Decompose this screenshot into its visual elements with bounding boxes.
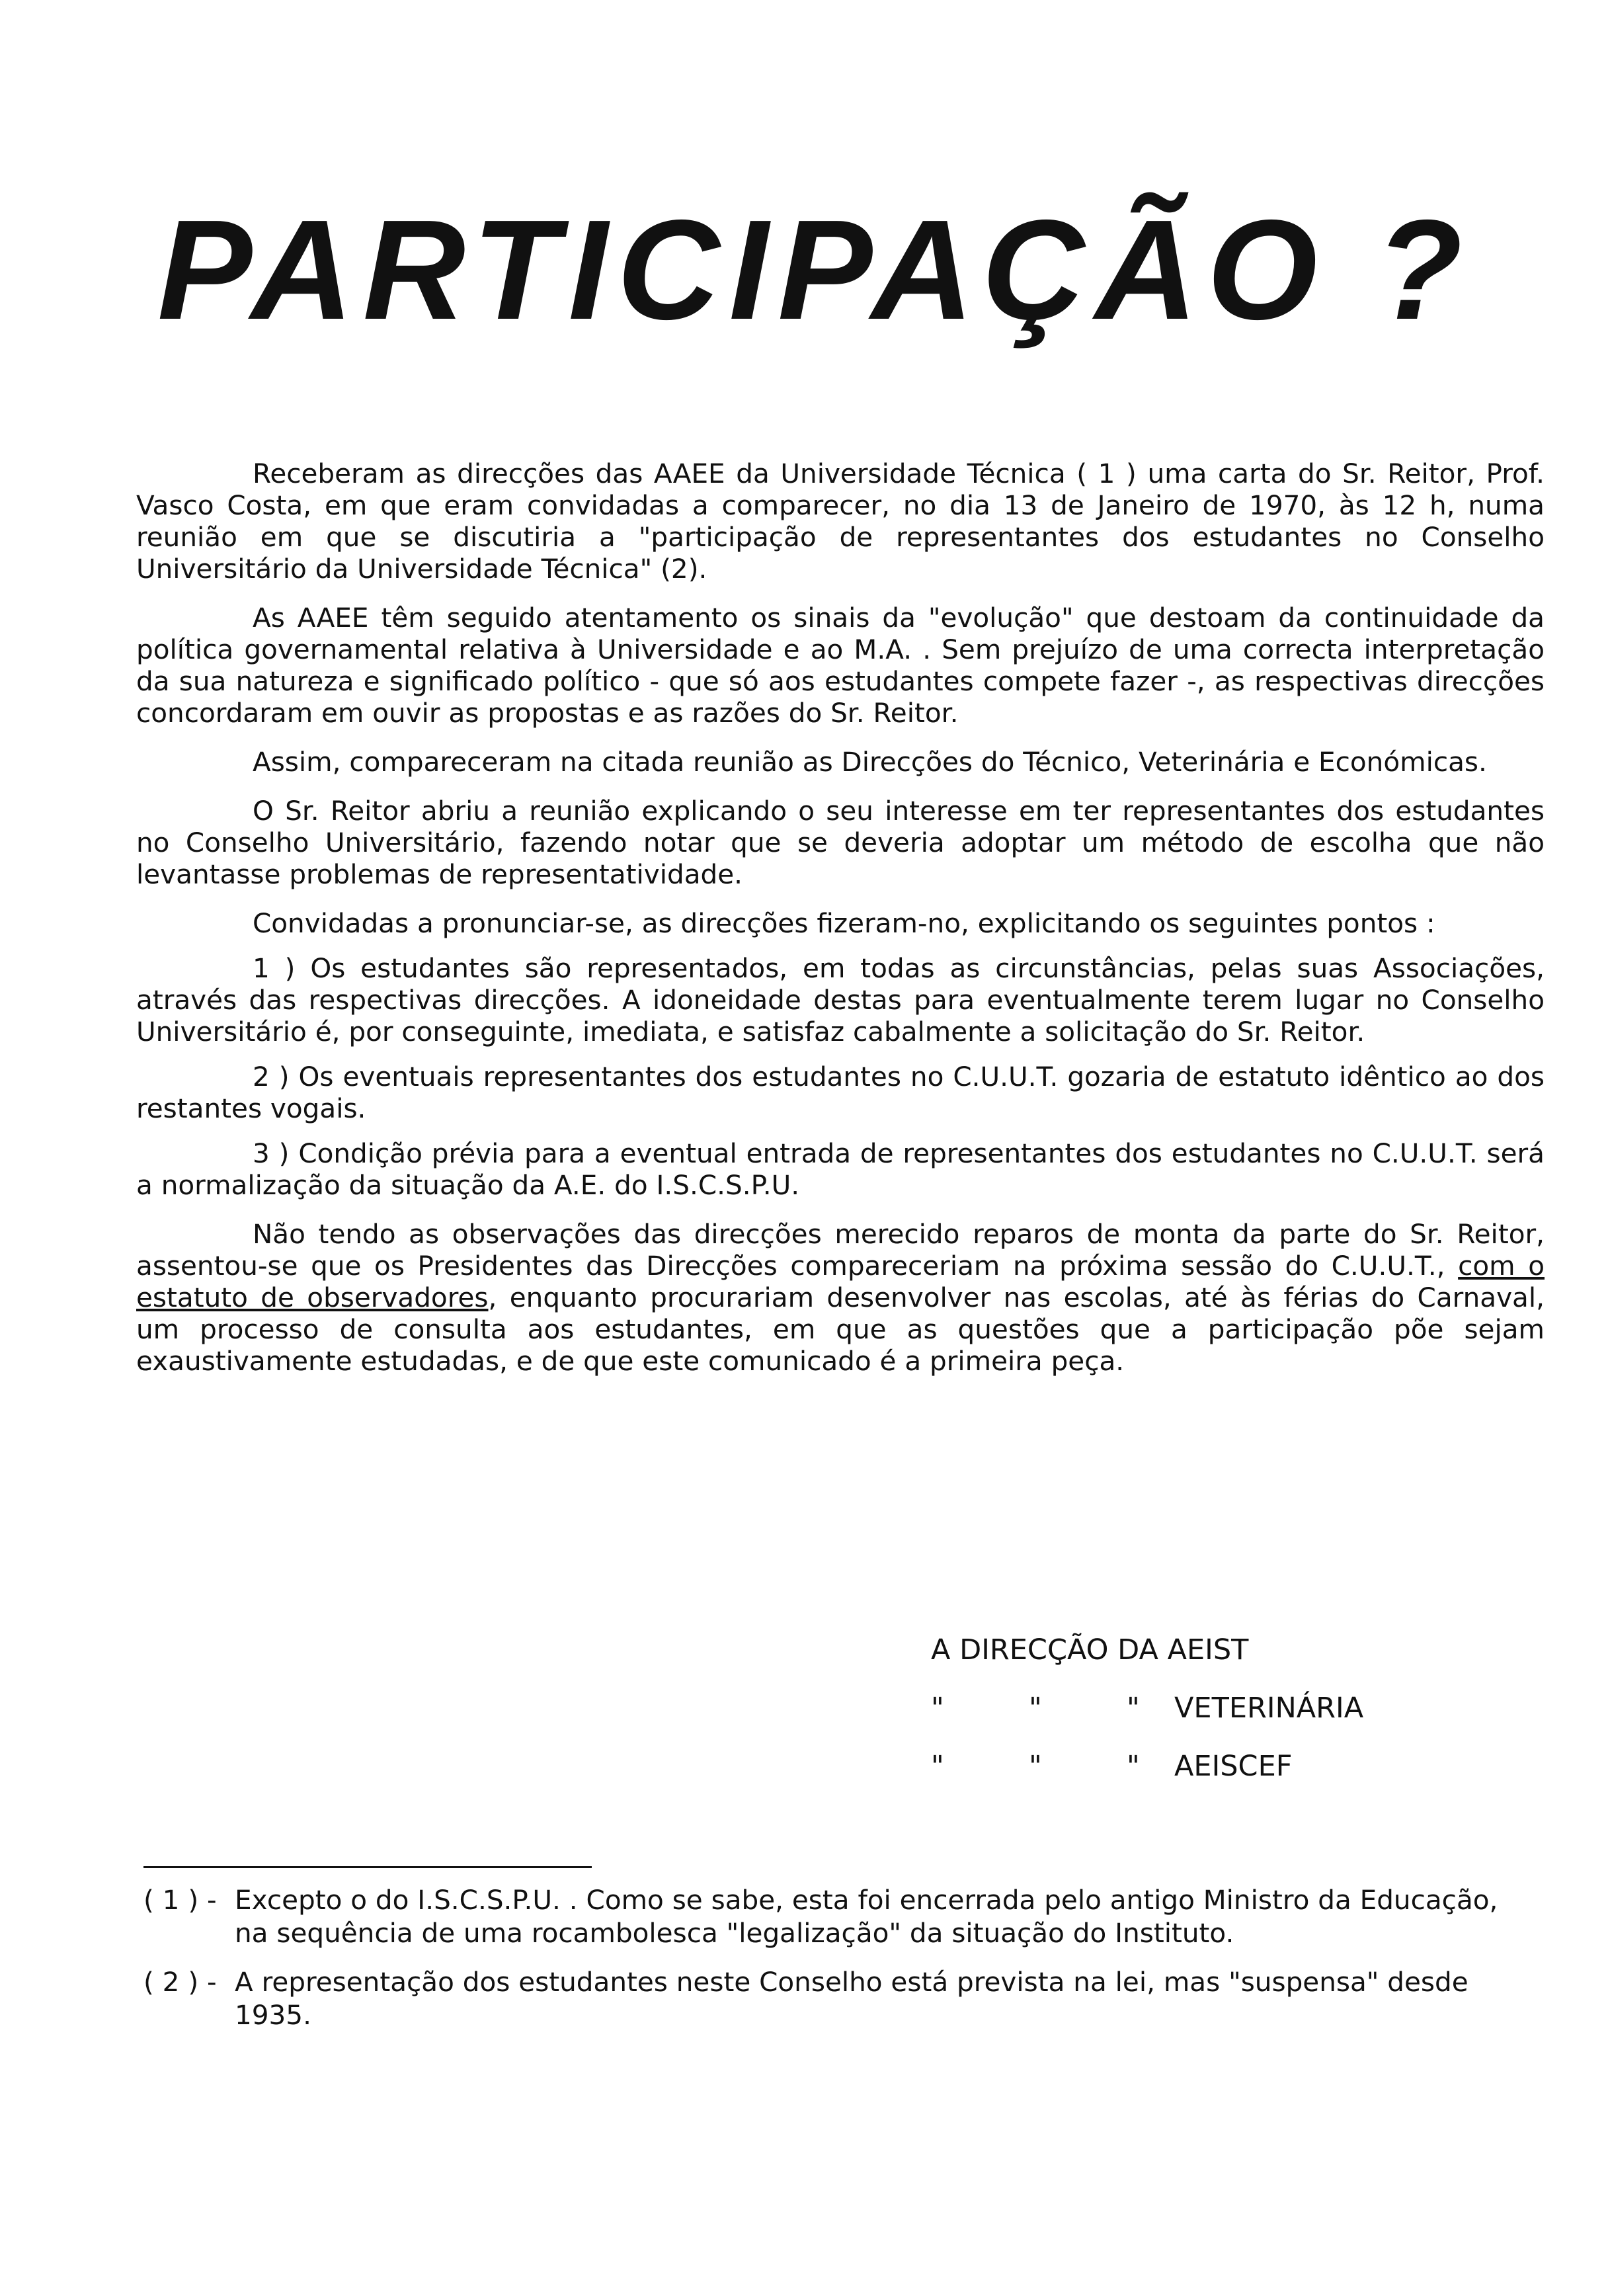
- signature-veterinaria: VETERINÁRIA: [1174, 1692, 1364, 1725]
- footnote-1: [143, 1883, 1532, 1949]
- ditto-mark: ": [931, 1692, 944, 1725]
- footnote-text: A representação dos estudantes neste Conselho está prevista na lei, mas "suspensa" desde 1935.: [235, 1966, 1468, 2031]
- page-title: PARTICIPAÇÃO ?: [157, 190, 1472, 349]
- ditto-mark: ": [1127, 1692, 1140, 1725]
- paragraph-5: Convidadas a pronunciar-se, as direcções fizeram-no, explicitando os seguintes pontos :: [253, 907, 1435, 939]
- point-2: 2 ) Os eventuais representantes dos estudantes no C.U.U.T. gozaria de estatuto idêntico ao dos restantes vogais.: [136, 1061, 1545, 1124]
- paragraph-1: Receberam as direcções das AAEE da Universidade Técnica ( 1 ) uma carta do Sr. Reitor, Prof. Vasco Costa, em que eram convidadas a comparecer, no dia 13 de Janeiro de 1970, às 12 h, numa reunião em que se discutiria a "participação de representantes dos estudantes no Conselho Universitário da Universidade Técnica" (2).: [136, 458, 1545, 585]
- signature-line-aeiscef: [931, 1750, 1363, 1808]
- ditto-mark: ": [1029, 1692, 1042, 1725]
- footnote-2: [143, 1965, 1532, 2031]
- signature-block: [931, 1633, 1363, 1808]
- paragraph-4: O Sr. Reitor abriu a reunião explicando o seu interesse em ter representantes dos estudantes no Conselho Universitário, fazendo notar que se deveria adoptar um método de escolha que não levantasse problemas de representatividade.: [136, 795, 1545, 890]
- footnote-mark: ( 2 ) -: [143, 1966, 217, 1998]
- letter-body: [136, 458, 1545, 1394]
- paragraph-2: As AAEE têm seguido atentamento os sinais da "evolução" que destoam da continuidade da política governamental relativa à Universidade e ao M.A. . Sem prejuízo de uma correcta interpretação da sua natureza e significado político - que só aos estudantes compete fazer -, as respectivas direcções concordaram em ouvir as propostas e as razões do Sr. Reitor.: [136, 602, 1545, 729]
- paragraph-final: [136, 1218, 1545, 1377]
- final-text-end: , enquanto procurariam desenvolver nas escolas, até às férias do Carnaval, um processo de consulta aos estudantes, em que as questões que a participação põe sejam exaustivamente estudadas, e de que este comunicado é a primeira peça.: [136, 1282, 1545, 1377]
- underlined-phrase: com o estatuto de observadores: [136, 1250, 1545, 1313]
- paragraph-3: Assim, compareceram na citada reunião as Direcções do Técnico, Veterinária e Económicas.: [253, 746, 1487, 778]
- footnote-mark: ( 1 ) -: [143, 1884, 217, 1916]
- signature-line-aeist: [931, 1633, 1363, 1692]
- point-3: 3 ) Condição prévia para a eventual entrada de representantes dos estudantes no C.U.U.T. será a normalização da situação da A.E. do I.S.C.S.P.U.: [136, 1137, 1545, 1201]
- ditto-mark: ": [1127, 1750, 1140, 1783]
- final-text-start: Não tendo as observações das direcções merecido reparos de monta da parte do Sr. Reitor, assentou-se que os Presidentes das Direcções compareceriam na próxima sessão do C.U.U.T.,: [136, 1218, 1545, 1282]
- footnote-text: Excepto o do I.S.C.S.P.U. . Como se sabe, esta foi encerrada pelo antigo Ministro da Educação, na sequência de uma rocambolesca "legalização" da situação do Instituto.: [235, 1884, 1498, 1949]
- point-1: 1 ) Os estudantes são representados, em todas as circunstâncias, pelas suas Associações, através das respectivas direcções. A idoneidade destas para eventualmente terem lugar no Conselho Universitário é, por conseguinte, imediata, e satisfaz cabalmente a solicitação do Sr. Reitor.: [136, 952, 1545, 1047]
- footnotes: [143, 1883, 1532, 2047]
- footnote-divider: [143, 1866, 592, 1868]
- signature-aeist: A DIRECÇÃO DA AEIST: [931, 1633, 1249, 1666]
- signature-line-veterinaria: [931, 1692, 1363, 1750]
- ditto-mark: ": [931, 1750, 944, 1783]
- ditto-mark: ": [1029, 1750, 1042, 1783]
- signature-aeiscef: AEISCEF: [1174, 1750, 1293, 1783]
